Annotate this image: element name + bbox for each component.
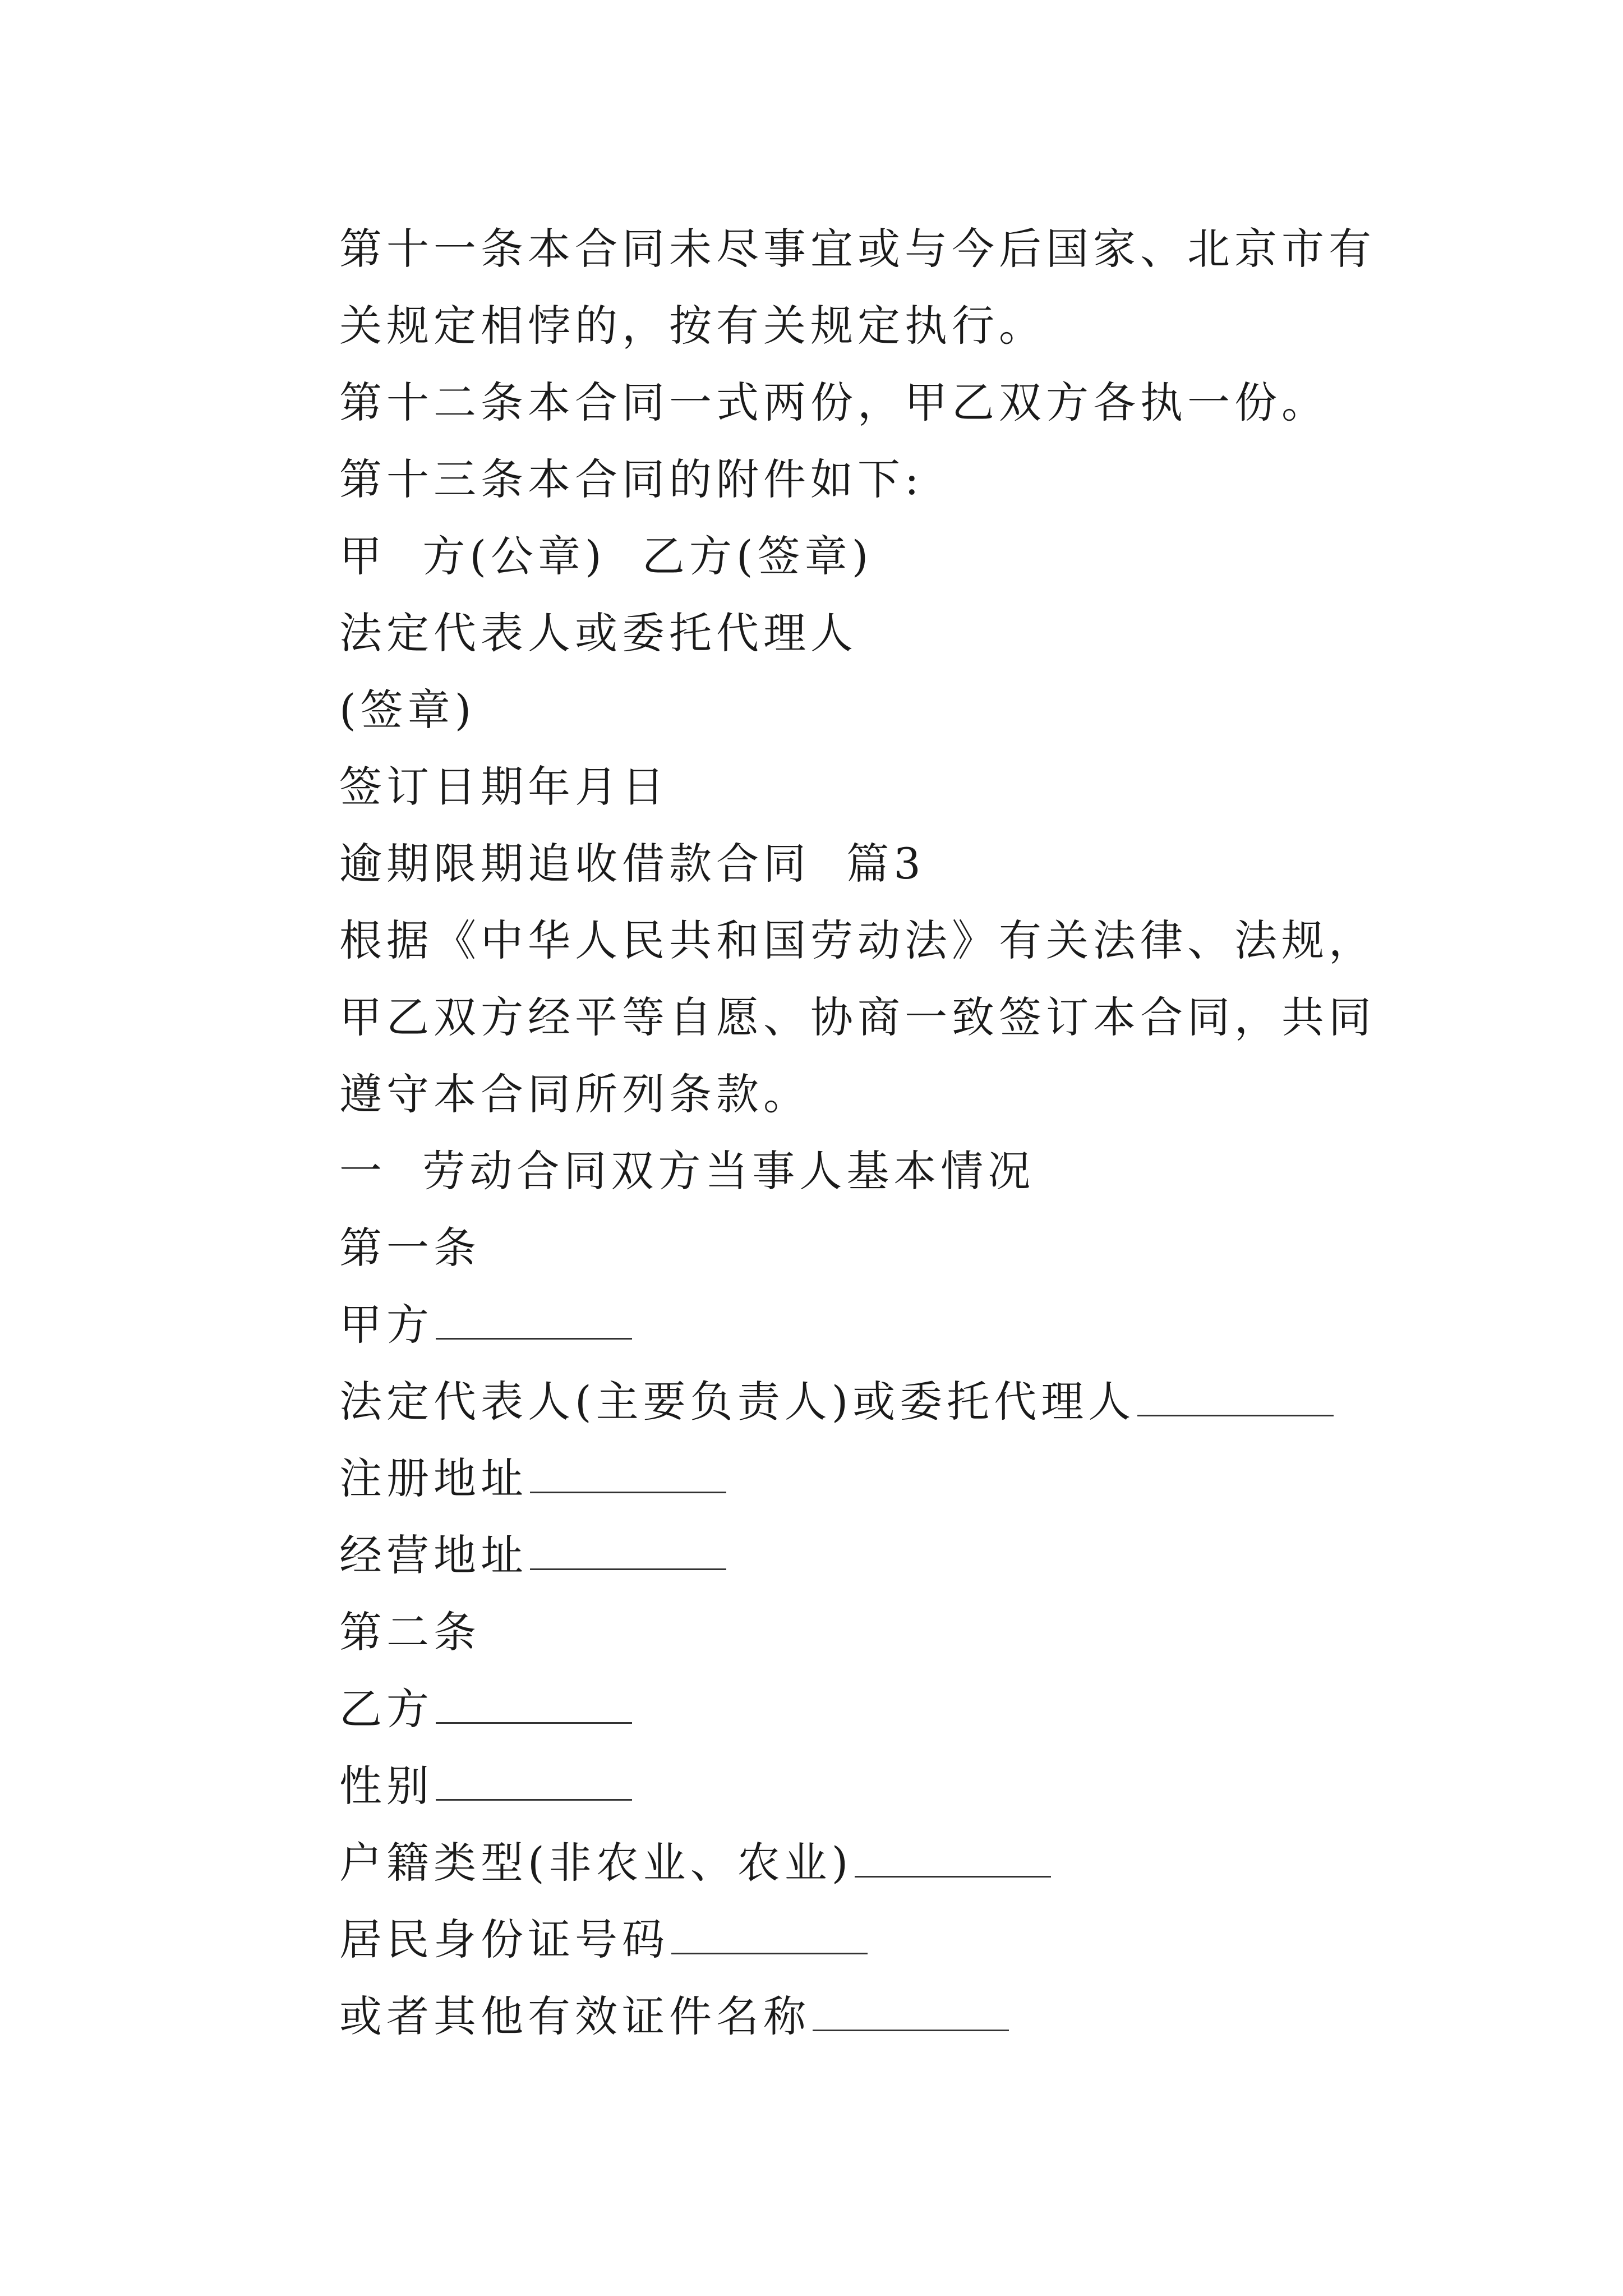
legal-representative-line: 法定代表人或委托代理人 [339, 608, 857, 658]
id-number-label: 居民身份证号码 [339, 1915, 669, 1964]
party-b-blank[interactable] [436, 1688, 632, 1724]
id-number-blank[interactable] [671, 1919, 868, 1954]
party-signature-line: 甲 方(公章) 乙方(签章) [339, 531, 873, 581]
other-id-label: 或者其他有效证件名称 [339, 1991, 810, 2041]
section-title: 逾期限期追收借款合同 篇3 [339, 839, 925, 889]
legal-rep-label: 法定代表人(主要负责人)或委托代理人 [339, 1377, 1136, 1427]
registered-address-field [250, 1440, 1394, 1517]
household-type-label: 户籍类型(非农业、农业) [339, 1838, 853, 1888]
preamble-paragraph: 根据《中华人民共和国劳动法》有关法律、法规，甲乙双方经平等自愿、协商一致签订本合同，共同遵守本合同所列条款。 [339, 915, 1376, 1119]
party-b-field [250, 1671, 1394, 1747]
article-12-paragraph: 第十二条本合同一式两份，甲乙双方各执一份。 [339, 378, 1329, 427]
signature-stamp-note: (签章) [339, 685, 476, 735]
chapter-heading: 一 劳动合同双方当事人基本情况 [339, 1146, 1035, 1196]
party-b-label: 乙方 [339, 1684, 434, 1734]
business-address-field [250, 1517, 1394, 1594]
document-body [250, 210, 1394, 2055]
other-id-field [250, 1978, 1394, 2055]
gender-blank[interactable] [436, 1765, 632, 1801]
legal-rep-blank[interactable] [1137, 1381, 1334, 1416]
party-a-field [250, 1286, 1394, 1363]
business-address-blank[interactable] [530, 1535, 726, 1570]
legal-rep-field [250, 1363, 1394, 1440]
id-number-field [250, 1901, 1394, 1978]
household-type-blank[interactable] [855, 1842, 1051, 1878]
other-id-blank[interactable] [813, 1996, 1009, 2031]
article-2-heading: 第二条 [339, 1607, 481, 1657]
business-address-label: 经营地址 [339, 1530, 528, 1580]
article-11-paragraph: 第十一条本合同未尽事宜或与今后国家、北京市有关规定相悖的，按有关规定执行。 [339, 224, 1376, 351]
article-1-heading: 第一条 [339, 1223, 481, 1273]
party-a-label: 甲方 [339, 1300, 434, 1350]
registered-address-label: 注册地址 [339, 1453, 528, 1503]
registered-address-blank[interactable] [530, 1458, 726, 1493]
household-type-field [250, 1824, 1394, 1901]
article-13-paragraph: 第十三条本合同的附件如下: [339, 454, 924, 504]
gender-field [250, 1747, 1394, 1824]
party-a-blank[interactable] [436, 1304, 632, 1340]
signing-date-line: 签订日期年月日 [339, 762, 669, 812]
gender-label: 性别 [339, 1761, 434, 1811]
